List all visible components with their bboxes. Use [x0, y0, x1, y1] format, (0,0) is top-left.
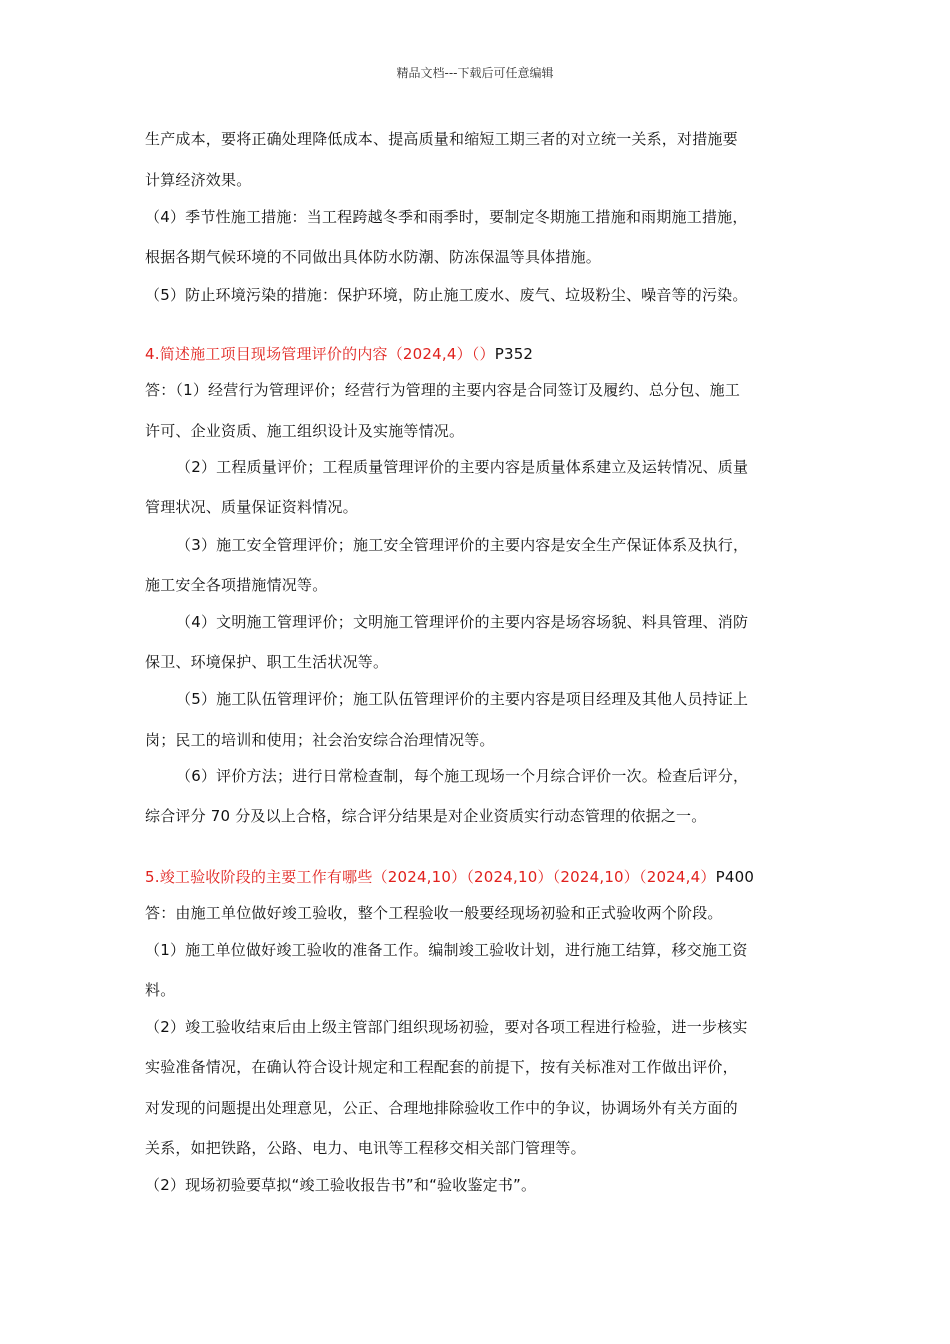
answer-line: 施工安全各项措施情况等。: [145, 576, 328, 594]
answer-line: 保卫、环境保护、职工生活状况等。: [145, 653, 389, 671]
answer-line: （4）文明施工管理评价；文明施工管理评价的主要内容是场容场貌、料具管理、消防: [176, 613, 749, 631]
answer-line: 岗；民工的培训和使用；社会治安综合治理情况等。: [145, 731, 495, 749]
answer-line: （2）现场初验要草拟“竣工验收报告书”和“验收鉴定书”。: [145, 1176, 537, 1194]
body-text-line: 根据各期气候环境的不同做出具体防水防潮、防冻保温等具体措施。: [145, 248, 602, 266]
body-text-line: （5）防止环境污染的措施：保护环境，防止施工废水、废气、垃圾粉尘、噪音等的污染。: [145, 286, 748, 304]
answer-line: （1）施工单位做好竣工验收的准备工作。编制竣工验收计划，进行施工结算，移交施工资: [145, 941, 748, 959]
answer-line: 关系，如把铁路，公路、电力、电讯等工程移交相关部门管理等。: [145, 1139, 586, 1157]
answer-line: 许可、企业资质、施工组织设计及实施等情况。: [145, 422, 465, 440]
page-reference: P352: [494, 345, 534, 363]
page-reference: P400: [715, 868, 755, 886]
answer-line: （2）竣工验收结束后由上级主管部门组织现场初验，要对各项工程进行检验，进一步核实: [145, 1018, 748, 1036]
answer-line: 答：由施工单位做好竣工验收，整个工程验收一般要经现场初验和正式验收两个阶段。: [145, 904, 723, 922]
question-4-heading: [145, 343, 533, 364]
answer-line: 管理状况、质量保证资料情况。: [145, 498, 358, 516]
body-text-line: 计算经济效果。: [145, 171, 252, 189]
question-5-heading: [145, 866, 754, 887]
answer-line: （2）工程质量评价；工程质量管理评价的主要内容是质量体系建立及运转情况、质量: [176, 458, 749, 476]
answer-line: （6）评价方法；进行日常检查制，每个施工现场一个月综合评价一次。检查后评分，: [176, 767, 749, 785]
body-text-line: （4）季节性施工措施：当工程跨越冬季和雨季时，要制定冬期施工措施和雨期施工措施，: [145, 208, 748, 226]
body-text-line: 生产成本，要将正确处理降低成本、提高质量和缩短工期三者的对立统一关系，对措施要: [145, 130, 738, 148]
answer-line: 综合评分 70 分及以上合格，综合评分结果是对企业资质实行动态管理的依据之一。: [145, 807, 707, 825]
answer-line: （5）施工队伍管理评价；施工队伍管理评价的主要内容是项目经理及其他人员持证上: [176, 690, 749, 708]
question-title: 5.竣工验收阶段的主要工作有哪些（2024,10）（2024,10）（2024,10）（2024,4）: [145, 868, 716, 886]
answer-line: 实验准备情况，在确认符合设计规定和工程配套的前提下，按有关标准对工作做出评价，: [145, 1058, 738, 1076]
question-title: 4.简述施工项目现场管理评价的内容（2024,4）（）: [145, 345, 495, 363]
page-header: 精品文档---下载后可任意编辑: [396, 66, 554, 80]
answer-line: 料。: [145, 981, 176, 999]
answer-line: 答：（1）经营行为管理评价；经营行为管理的主要内容是合同签订及履约、总分包、施工: [145, 381, 741, 399]
answer-line: （3）施工安全管理评价；施工安全管理评价的主要内容是安全生产保证体系及执行，: [176, 536, 749, 554]
answer-line: 对发现的问题提出处理意见，公正、合理地排除验收工作中的争议，协调场外有关方面的: [145, 1099, 738, 1117]
